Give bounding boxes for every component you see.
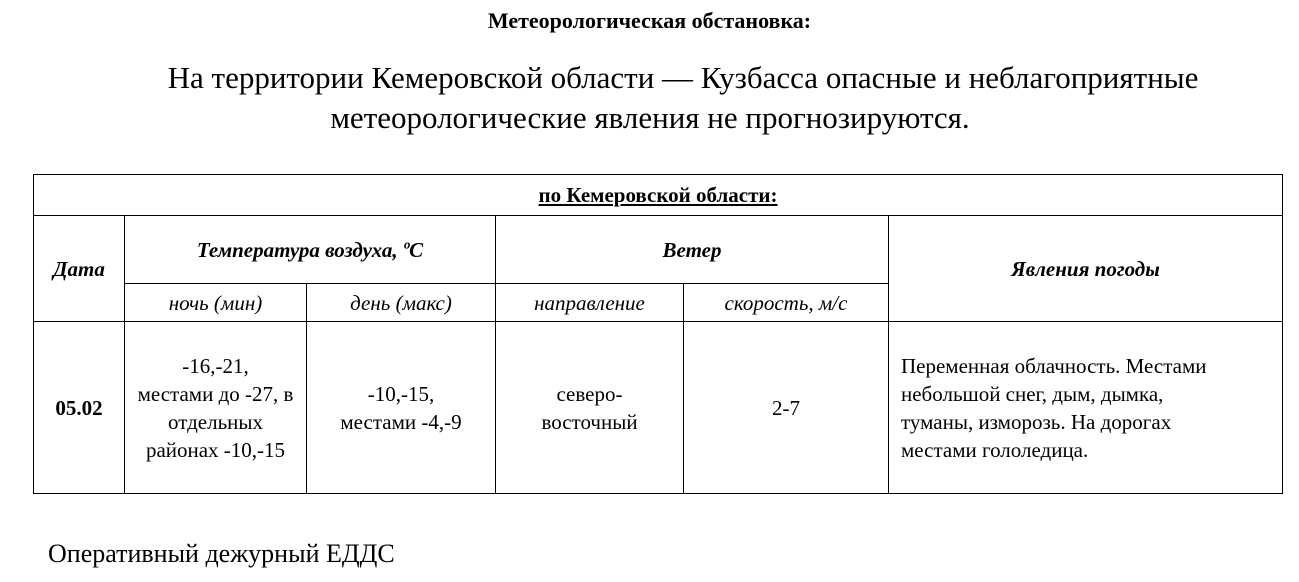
header-day: день (макс) <box>307 284 496 322</box>
direction-line: восточный <box>541 409 638 434</box>
cell-date: 05.02 <box>34 322 125 494</box>
phenomena-line: небольшой снег, дым, дымка, <box>901 381 1164 406</box>
phenomena-line: туманы, изморозь. На дорогах <box>901 409 1172 434</box>
duty-officer-signature: Оперативный дежурный ЕДДС <box>48 539 395 568</box>
phenomena-line: местами гололедица. <box>901 437 1089 462</box>
cell-day-temperature <box>307 322 496 494</box>
page-title: Метеорологическая обстановка: <box>487 8 812 33</box>
direction-line: северо- <box>556 381 623 406</box>
cell-wind-speed: 2-7 <box>684 322 889 494</box>
table-title: по Кемеровской области: <box>34 175 1283 216</box>
header-direction: направление <box>496 284 684 322</box>
night-line: местами до -27, в <box>137 381 294 406</box>
night-line: районах -10,-15 <box>145 437 286 462</box>
cell-phenomena <box>889 322 1283 494</box>
day-line: -10,-15, <box>367 381 435 406</box>
day-line: местами -4,-9 <box>340 409 462 434</box>
phenomena-line: Переменная облачность. Местами <box>901 353 1207 378</box>
cell-night-temperature <box>125 322 307 494</box>
header-speed: скорость, м/с <box>684 284 889 322</box>
forecast-summary-line-2: метеорологические явления не прогнозируются. <box>330 100 970 135</box>
header-night: ночь (мин) <box>125 284 307 322</box>
table-row <box>34 322 1283 494</box>
header-phenomena: Явления погоды <box>889 216 1283 322</box>
forecast-summary <box>60 58 1240 138</box>
forecast-summary-line-1: На территории Кемеровской области — Кузбасса опасные и неблагоприятные <box>167 60 1199 95</box>
forecast-table <box>33 174 1283 494</box>
cell-wind-direction <box>496 322 684 494</box>
night-line: -16,-21, <box>182 353 249 378</box>
night-line: отдельных <box>167 409 264 434</box>
header-date: Дата <box>34 216 125 322</box>
header-wind: Ветер <box>496 216 889 284</box>
header-temperature: Температура воздуха, ºС <box>125 216 496 284</box>
